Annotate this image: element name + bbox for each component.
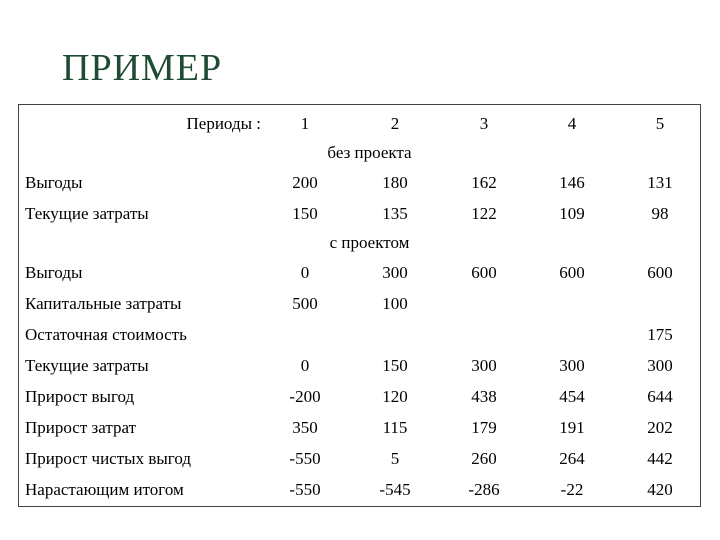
cell-value: 98: [651, 204, 669, 223]
results-table: [18, 104, 701, 507]
row-label: Нарастающим итогом: [25, 480, 184, 499]
row-label: Капитальные затраты: [25, 294, 182, 313]
cell-value: 179: [471, 418, 497, 437]
table-row: [19, 198, 700, 229]
cell-value: 454: [559, 387, 585, 406]
cell-value: 600: [559, 263, 585, 282]
cell-value: 600: [647, 263, 673, 282]
period-header: 2: [390, 114, 400, 133]
cell-value: 180: [382, 173, 408, 192]
cell-value: 500: [292, 294, 318, 313]
cell-value: 115: [382, 418, 408, 437]
cell-value: [270, 319, 340, 350]
page-title: ПРИМЕР: [62, 47, 223, 89]
row-label: Выгоды: [25, 173, 83, 192]
cell-value: [537, 288, 607, 319]
cell-value: [625, 288, 695, 319]
row-label: Выгоды: [25, 263, 83, 282]
cell-value: 146: [559, 173, 585, 192]
cell-value: -22: [560, 480, 584, 499]
cell-value: 300: [471, 356, 497, 375]
cell-value: [360, 319, 430, 350]
table-row: [19, 350, 700, 381]
table-row: [19, 381, 700, 412]
cell-value: -286: [468, 480, 500, 499]
cell-value: -550: [289, 480, 321, 499]
cell-value: 260: [471, 449, 497, 468]
cell-value: 438: [471, 387, 497, 406]
cell-value: [537, 319, 607, 350]
cell-value: 131: [647, 173, 673, 192]
cell-value: 150: [382, 356, 408, 375]
cell-value: 109: [559, 204, 585, 223]
cell-value: 120: [382, 387, 408, 406]
header-row: [19, 108, 700, 139]
cell-value: 300: [382, 263, 408, 282]
table-row: [19, 288, 700, 319]
cell-value: 350: [292, 418, 318, 437]
cell-value: 100: [382, 294, 408, 313]
cell-value: 200: [292, 173, 318, 192]
table-row: [19, 257, 700, 288]
cell-value: 191: [559, 418, 585, 437]
cell-value: -545: [379, 480, 411, 499]
cell-value: 300: [559, 356, 585, 375]
cell-value: -550: [289, 449, 321, 468]
table-row: [19, 167, 700, 198]
cell-value: 264: [559, 449, 585, 468]
table-row: [19, 319, 700, 350]
period-header: 3: [479, 114, 489, 133]
cell-value: 420: [647, 480, 673, 499]
period-header: 1: [300, 114, 310, 133]
cell-value: 644: [647, 387, 673, 406]
cell-value: 175: [647, 325, 673, 344]
period-header: 5: [655, 114, 665, 133]
row-label: Текущие затраты: [25, 356, 149, 375]
section-row: [19, 137, 700, 168]
cell-value: 600: [471, 263, 497, 282]
cell-value: 442: [647, 449, 673, 468]
cell-value: [449, 288, 519, 319]
periods-label: Периоды :: [186, 114, 261, 133]
cell-value: 0: [300, 356, 310, 375]
cell-value: 0: [300, 263, 310, 282]
cell-value: 5: [390, 449, 400, 468]
cell-value: 300: [647, 356, 673, 375]
row-label: Прирост затрат: [25, 418, 137, 437]
cell-value: 162: [471, 173, 497, 192]
table-row: [19, 474, 700, 505]
period-header: 4: [567, 114, 577, 133]
table-row: [19, 443, 700, 474]
row-label: Текущие затраты: [25, 204, 149, 223]
cell-value: 150: [292, 204, 318, 223]
row-label: Прирост чистых выгод: [25, 449, 191, 468]
row-label: Прирост выгод: [25, 387, 135, 406]
table-row: [19, 412, 700, 443]
cell-value: 135: [382, 204, 408, 223]
section-title-without: без проекта: [327, 143, 412, 162]
cell-value: 122: [471, 204, 497, 223]
row-label: Остаточная стоимость: [25, 325, 187, 344]
section-title-with: с проектом: [329, 233, 410, 252]
section-row: [19, 227, 700, 258]
cell-value: 202: [647, 418, 673, 437]
cell-value: -200: [289, 387, 321, 406]
cell-value: [449, 319, 519, 350]
